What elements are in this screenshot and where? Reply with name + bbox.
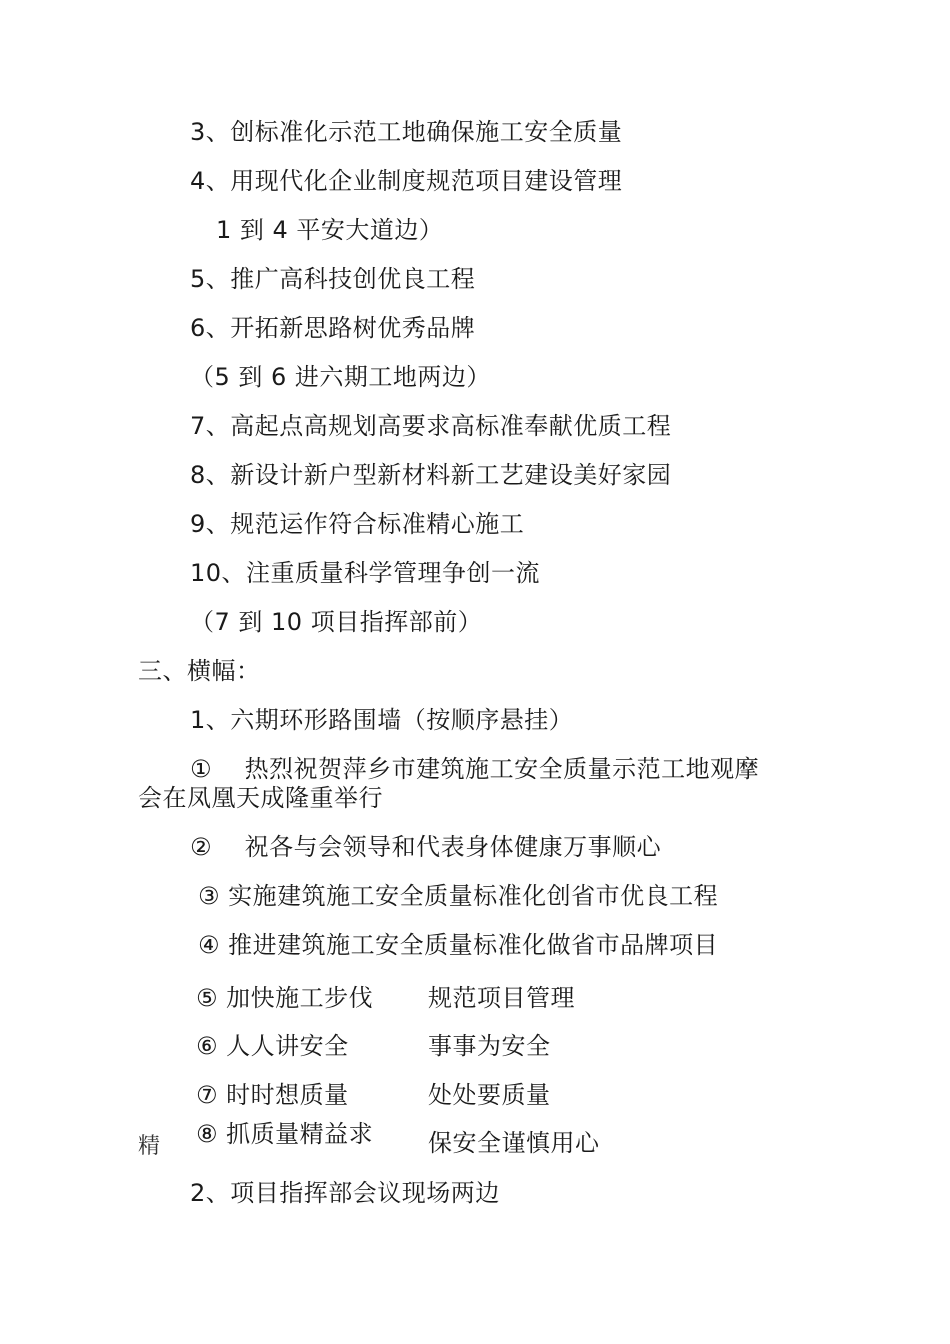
banner-8-right: 保安全谨慎用心 <box>428 1129 600 1157</box>
slogan-5: 5、推广高科技创优良工程 <box>190 265 476 293</box>
banner-1-line-1: ① 热烈祝贺萍乡市建筑施工安全质量示范工地观摩 <box>190 755 760 783</box>
banner-1-line-2: 会在凤凰天成隆重举行 <box>138 784 383 812</box>
section-heading-banners: 三、横幅： <box>138 657 261 685</box>
banner-group-1-heading: 1、六期环形路围墙（按顺序悬挂） <box>190 706 574 734</box>
banner-6-right: 事事为安全 <box>428 1032 551 1060</box>
location-note-5-6: （5 到 6 进六期工地两边） <box>190 363 491 391</box>
location-note-7-10: （7 到 10 项目指挥部前） <box>190 608 483 636</box>
slogan-8: 8、新设计新户型新材料新工艺建设美好家园 <box>190 461 672 489</box>
banner-6-left: ⑥ 人人讲安全 <box>196 1032 349 1060</box>
banner-group-2-heading: 2、项目指挥部会议现场两边 <box>190 1179 500 1207</box>
banner-3: ③ 实施建筑施工安全质量标准化创省市优良工程 <box>198 882 719 910</box>
slogan-10: 10、注重质量科学管理争创一流 <box>190 559 541 587</box>
location-note-1-4: 1 到 4 平安大道边） <box>216 216 444 244</box>
banner-7-right: 处处要质量 <box>428 1081 551 1109</box>
banner-8-left: ⑧ 抓质量精益求 <box>196 1120 374 1148</box>
clipped-character: 精 <box>138 1134 161 1159</box>
banner-2: ② 祝各与会领导和代表身体健康万事顺心 <box>190 833 662 861</box>
slogan-3: 3、创标准化示范工地确保施工安全质量 <box>190 118 623 146</box>
slogan-4: 4、用现代化企业制度规范项目建设管理 <box>190 167 623 195</box>
banner-5-left: ⑤ 加快施工步伐 <box>196 984 374 1012</box>
banner-4: ④ 推进建筑施工安全质量标准化做省市品牌项目 <box>198 931 719 959</box>
banner-7-left: ⑦ 时时想质量 <box>196 1081 349 1109</box>
slogan-6: 6、开拓新思路树优秀品牌 <box>190 314 476 342</box>
slogan-7: 7、高起点高规划高要求高标准奉献优质工程 <box>190 412 672 440</box>
slogan-9: 9、规范运作符合标准精心施工 <box>190 510 525 538</box>
banner-5-right: 规范项目管理 <box>428 984 575 1012</box>
